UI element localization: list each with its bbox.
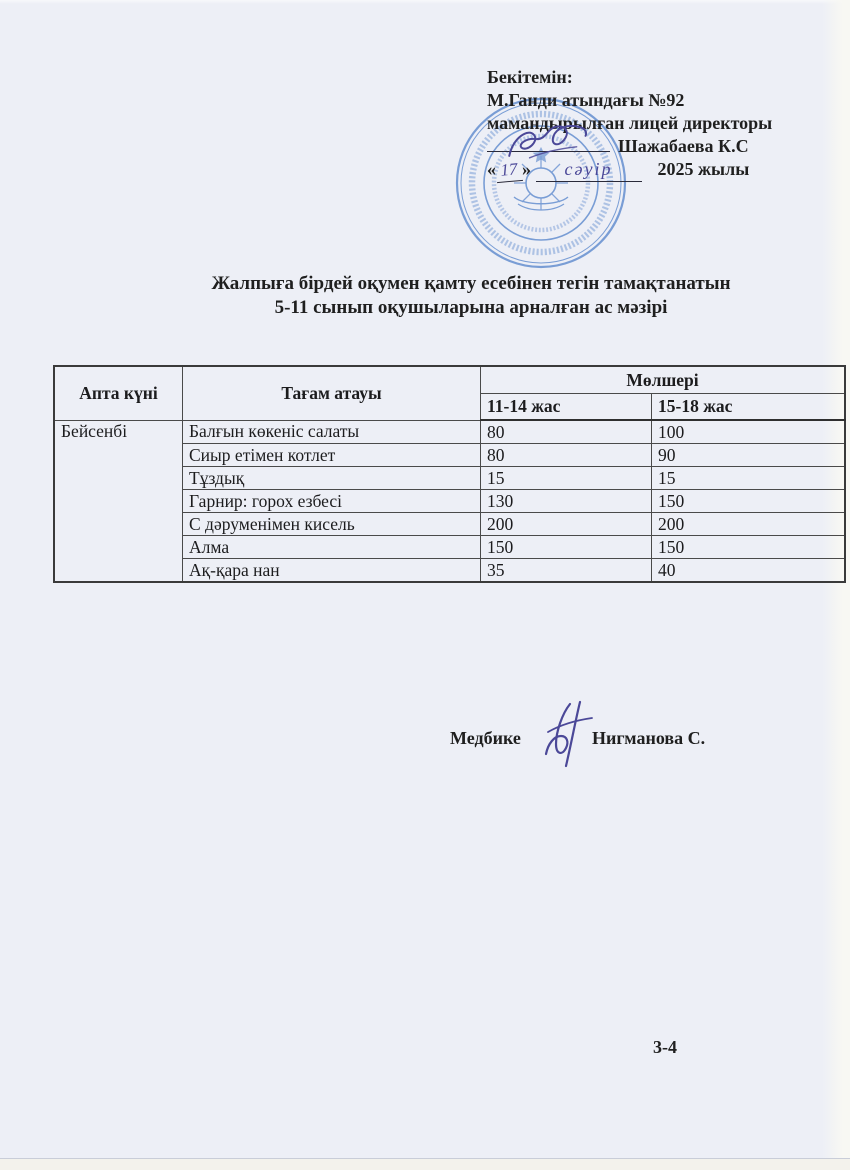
approval-line-3: мамандырылған лицей директоры [487,113,773,133]
scan-edge-right [822,0,850,1170]
amount-15-18-cell: 15 [652,467,846,490]
dish-cell: С дәруменімен кисель [183,513,481,536]
amount-11-14-cell: 15 [481,467,652,490]
amount-11-14-cell: 200 [481,513,652,536]
nurse-signature-icon [536,698,598,770]
dish-cell: Ақ-қара нан [183,559,481,583]
document-title [0,272,850,320]
nurse-name: Нигманова С. [592,728,706,748]
amount-11-14-cell: 35 [481,559,652,583]
approval-year: 2025 жылы [657,159,750,179]
amount-11-14-cell: 80 [481,444,652,467]
handwritten-day: 17 [495,157,523,183]
dish-cell: Балғын көкеніс салаты [183,420,481,444]
amount-15-18-cell: 100 [652,420,846,444]
column-header-day: Апта күні [54,366,183,420]
quote-open: « [487,159,496,179]
scan-edge-top [0,0,850,4]
title-line-2: 5-11 сынып оқушыларына арналған ас мәзірі [274,297,668,318]
amount-15-18-cell: 150 [652,490,846,513]
column-header-amount: Мөлшері [481,366,846,394]
quote-close: » [522,159,531,179]
handwritten-month: сәуір [536,158,642,182]
amount-11-14-cell: 130 [481,490,652,513]
approval-line-2: М.Ганди атындағы №92 [487,90,685,110]
title-line-1: Жалпыға бірдей оқумен қамту есебінен тегін тамақтанатын [211,273,731,294]
column-header-dish: Тағам атауы [183,366,481,420]
amount-15-18-cell: 40 [652,559,846,583]
amount-15-18-cell: 200 [652,513,846,536]
approval-line-1: Бекітемін: [487,67,573,87]
signatory-name: Шажабаева К.С [618,136,749,156]
day-cell: Бейсенбі [54,420,183,582]
amount-11-14-cell: 80 [481,420,652,444]
column-header-age-15-18: 15-18 жас [652,394,846,421]
amount-11-14-cell: 150 [481,536,652,559]
table-row [54,420,845,444]
dish-cell: Гарнир: горох езбесі [183,490,481,513]
page-number: 3-4 [653,1037,677,1057]
dish-cell: Тұздық [183,467,481,490]
column-header-age-11-14: 11-14 жас [481,394,652,421]
amount-15-18-cell: 150 [652,536,846,559]
menu-table [53,365,846,583]
dish-cell: Сиыр етімен котлет [183,444,481,467]
nurse-label: Медбике [450,728,521,748]
amount-15-18-cell: 90 [652,444,846,467]
scan-edge-bottom [0,1158,850,1170]
dish-cell: Алма [183,536,481,559]
